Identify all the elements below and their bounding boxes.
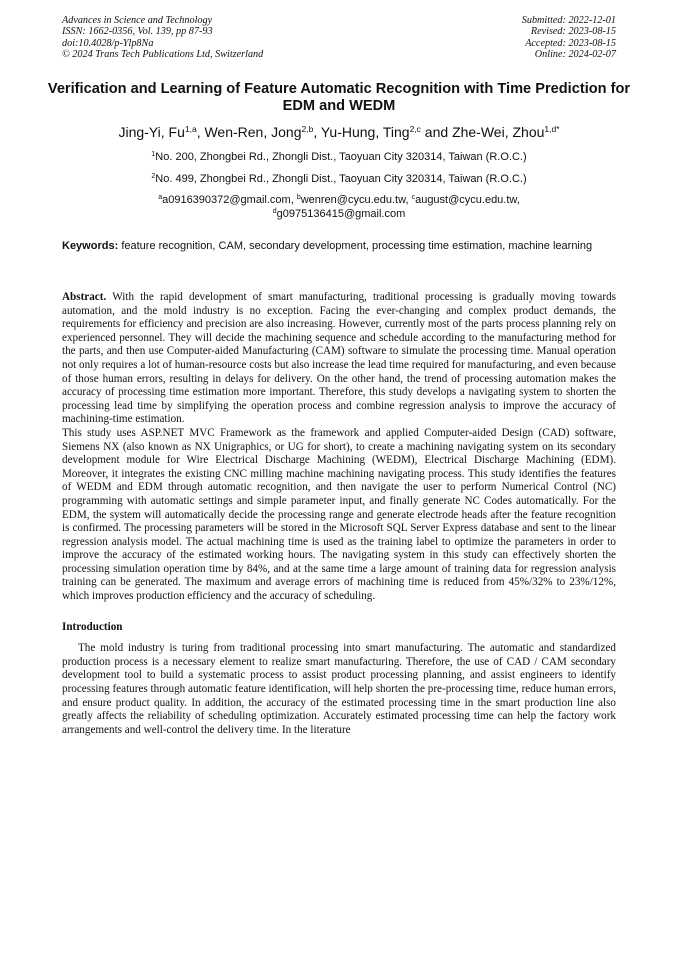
revised-date: Revised: 2023-08-15 bbox=[530, 26, 616, 38]
section-heading-introduction: Introduction bbox=[62, 620, 123, 633]
author: Wen-Ren, Jong$^{2,b}$, bbox=[204, 124, 321, 140]
header-right bbox=[522, 15, 616, 61]
doi-line: doi:10.4028/p-Ylp8Na bbox=[62, 37, 154, 49]
submitted-date: Submitted: 2022-12-01 bbox=[521, 15, 616, 26]
abstract-paragraph: This study uses ASP.NET MVC Framework as the framework and applied Computer-aided Design (CAD) software, Siemens NX (also known as NX Unigraphics, or UG for short), to create a machining navigating system on its secondary development module for Wire Electrical Discharge Machining (WEDM), Electrical Discharge Machining (EDM). Moreover, it integrates the existing CNC milling machine machining navigating process. This study identifies the features of WEDM and EDM through automatic recognition, and then navigate the user to perform Numerical Control (NC) programming with automatic settings and simple parameter input, and finally generate NC Codes automatically. For the EDM, the system will automatically decide the processing range and generate electrode heads after the feature recognition is confirmed. The processing parameters will be stored in the Microsoft SQL Server Express database and sent to the linear regression analysis model. The actual machining time is used as the training label to optimize the parameters in order to improve the accuracy of the estimated working hours. The navigating system in this study can effectively shorten the processing simulation operation time by 84%, and at the same time a large amount of training data for regression analysis training can be generated. The maximum and average errors of machining time is reduced from 45%/32% to 23%/12%, which improves production efficiency and the accuracy of scheduling. bbox=[62, 426, 616, 603]
abstract-paragraph: Abstract. With the rapid development of smart manufacturing, traditional processing is gradually moving towards automation, and the mold industry is no exception. Facing the ever-changing and complex product demands, the requirements for efficiency and precision are also increasing. However, currently most of the parts process planning rely on experienced personnel. They will decide the machining sequence and schedule according to the manufacturing method for the parts, and then use Computer-aided Manufacturing (CAM) software to simulate the processing time. Manual operation not only requires a lot of human-resource costs but also increase the lead time required for manufacturing, and even because of those human errors, resulting in delays for delivery. On the other hand, the trend of processing automation makes the accuracy of processing time estimation more important. Therefore, this study develops a navigating system to shorten the processing lead time by simplifying the operation process and combine regression analysis to improve the accuracy of machining-time estimation. bbox=[62, 291, 616, 426]
accepted-date: Accepted: 2023-08-15 bbox=[525, 37, 616, 49]
keywords-label: Keywords: bbox=[62, 240, 119, 252]
paper-body bbox=[62, 291, 616, 737]
email-list: $^a$a0916390372@gmail.com, $^b$wenren@cycu.edu.tw, $^c$august@cycu.edu.tw, $^d$g0975136415@gmail.com bbox=[158, 194, 520, 220]
affiliation-1: $^1$No. 200, Zhongbei Rd., Zhongli Dist., Taoyuan City 320314, Taiwan (R.O.C.) bbox=[151, 151, 527, 163]
keywords bbox=[62, 240, 616, 254]
introduction-paragraph: The mold industry is turing from traditional processing into smart manufacturing. The automatic and standardized production process is a necessary element to realize smart manufacturing. Therefore, the use of CAD / CAM secondary development tool to build a systematic process to assist product processing planning, and assist engineers to identify processing features through automatic feature identification, will help shorten the pre-processing time, reduce human errors, and ensure product quality. In addition, the accuracy of the estimated processing time in the smart production line also greatly affects the reliability of scheduling optimization. Accurately estimated processing time can help the factory work arrangements and well-control the delivery time. In the literature bbox=[62, 642, 616, 736]
paper-title: Verification and Learning of Feature Automatic Recognition with Time Prediction for EDM and WEDM bbox=[47, 81, 631, 114]
keywords-text: feature recognition, CAM, secondary development, processing time estimation, machine learning bbox=[121, 240, 593, 252]
author: Jing-Yi, Fu$^{1,a}$, bbox=[118, 124, 205, 140]
online-date: Online: 2024-02-07 bbox=[534, 49, 616, 61]
copyright-line: © 2024 Trans Tech Publications Ltd, Switzerland bbox=[62, 49, 264, 61]
author: Zhe-Wei, Zhou$^{1,d*}$ bbox=[452, 124, 560, 140]
email-address[interactable]: $^d$g0975136415@gmail.com bbox=[272, 207, 406, 220]
author-list bbox=[30, 123, 648, 141]
affiliation-2: $^2$No. 499, Zhongbei Rd., Zhongli Dist., Taoyuan City 320314, Taiwan (R.O.C.) bbox=[151, 173, 527, 185]
email-address[interactable]: $^a$a0916390372@gmail.com bbox=[158, 194, 291, 206]
author: Yu-Hung, Ting$^{2,c}$ and bbox=[320, 124, 453, 140]
header-left bbox=[62, 15, 263, 61]
journal-name: Advances in Science and Technology bbox=[62, 15, 213, 26]
issn-line: ISSN: 1662-0356, Vol. 139, pp 87-93 bbox=[62, 26, 213, 38]
email-address[interactable]: $^b$wenren@cycu.edu.tw bbox=[296, 194, 406, 206]
abstract-label: Abstract. bbox=[62, 291, 107, 303]
email-address[interactable]: $^c$august@cycu.edu.tw bbox=[411, 194, 517, 206]
